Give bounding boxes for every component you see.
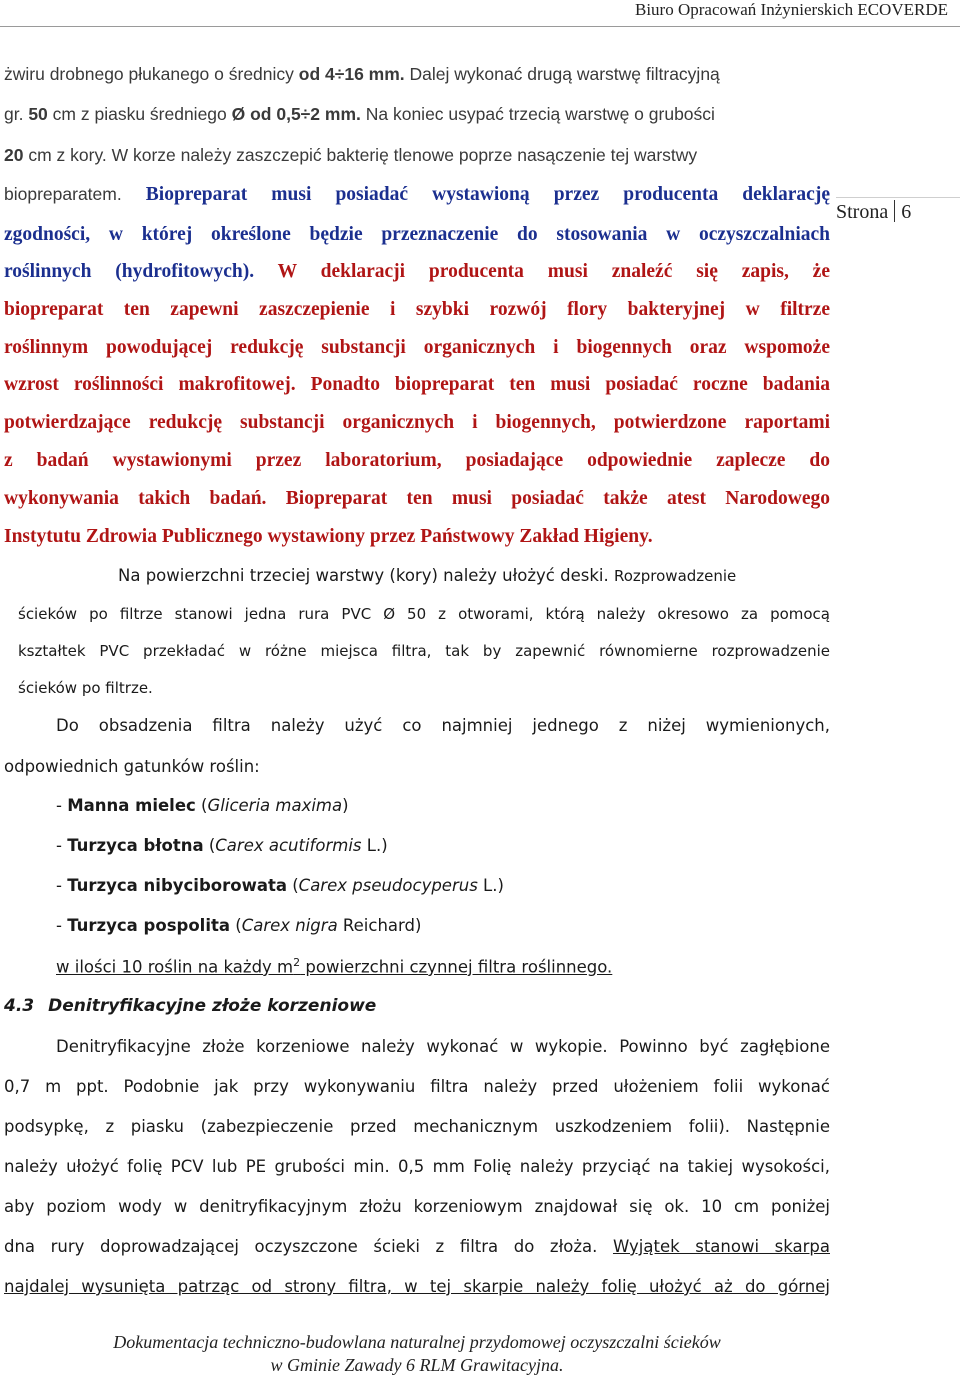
para2-line2: ścieków po filtrze stanowi jedna rura PVC Ø 50 z otworami, którą należy okresowo za pomocą xyxy=(18,605,830,623)
para1-line2: gr. 50 cm z piasku średniego Ø od 0,5÷2 mm. Na koniec usypać trzecią warstwę o grubości xyxy=(4,104,715,124)
para1-line4: biopreparatem. Biopreparat musi posiadać wystawioną przez producenta deklarację xyxy=(4,184,830,205)
para1-line12: wykonywania takich badań. Biopreparat ten musi posiadać także atest Narodowego xyxy=(4,488,830,509)
para4-line1: Denitryfikacyjne złoże korzeniowe należy wykonać w wykopie. Powinno być zagłębione xyxy=(56,1037,830,1056)
para4-line6: dna rury doprowadzającej oczyszczone ścieki z filtra do złoża. Wyjątek stanowi skarpa xyxy=(4,1237,830,1256)
page-number: 6 xyxy=(901,201,912,223)
section-number: 4.3 xyxy=(4,996,35,1016)
page-label-separator xyxy=(894,200,895,222)
section-title: Denitryfikacyjne złoże korzeniowe xyxy=(48,996,377,1016)
para3-line1: Do obsadzenia filtra należy użyć co najmniej jednego z niżej wymienionych, xyxy=(56,716,830,735)
para1-line5: zgodności, w której określone będzie przeznaczenie do stosowania w oczyszczalniach xyxy=(4,224,830,245)
plant-list-item: - Manna mielec (Gliceria maxima) xyxy=(56,796,349,815)
para1-line9: wzrost roślinności makrofitowej. Ponadto biopreparat ten musi posiadać roczne badania xyxy=(4,374,830,395)
para2-line4: ścieków po filtrze. xyxy=(18,679,153,697)
para1-line6: roślinnych (hydrofitowych). W deklaracji producenta musi znaleźć się zapis, że xyxy=(4,261,830,282)
page-number-label xyxy=(836,200,911,224)
para1-line1: żwiru drobnego płukanego o średnicy od 4÷16 mm. Dalej wykonać drugą warstwę filtracyjną xyxy=(4,64,720,84)
para3-line2: odpowiednich gatunków roślin: xyxy=(4,757,260,776)
planting-density-note: w ilości 10 roślin na każdy $m^2$ powierzchni czynnej filtra roślinnego. xyxy=(56,956,613,977)
section-heading xyxy=(4,996,376,1016)
para4-line5: aby poziom wody w denitryfikacyjnym złożu korzeniowym znajdował się ok. 10 cm poniżej xyxy=(4,1197,830,1216)
para1-line11: z badań wystawionymi przez laboratorium, posiadające odpowiednie zaplecze do xyxy=(4,450,830,471)
para2-line1: Na powierzchni trzeciej warstwy (kory) należy ułożyć deski. Rozprowadzenie xyxy=(118,566,737,585)
para1-line8: roślinnym powodującej redukcję substancji organicznych i biogennych oraz wspomoże xyxy=(4,337,830,358)
footer-line1: Dokumentacja techniczno-budowlana naturalnej przydomowej oczyszczalni ścieków xyxy=(113,1332,721,1352)
para2-line3: kształtek PVC przekładać w różne miejsca filtra, tak by zapewnić równomierne rozprowadzenie xyxy=(18,642,830,660)
plant-list-item: - Turzyca pospolita (Carex nigra Reichard) xyxy=(56,916,422,935)
page-label-text: Strona xyxy=(836,201,889,223)
plant-list-item: - Turzyca nibyciborowata (Carex pseudocyperus L.) xyxy=(56,876,504,895)
para4-line7: najdalej wysunięta patrząc od strony filtra, w tej skarpie należy folię ułożyć aż do górnej xyxy=(4,1277,830,1296)
para1-line13: Instytutu Zdrowia Publicznego wystawiony przez Państwowy Zakład Higieny. xyxy=(4,526,653,547)
para1-line7: biopreparat ten zapewni zaszczepienie i szybki rozwój flory bakteryjnej w filtrze xyxy=(4,299,830,320)
para1-line3: 20 cm z kory. W korze należy zaszczepić bakterię tlenowe poprze nasączenie tej warstwy xyxy=(4,145,698,165)
header-divider xyxy=(0,26,960,27)
page-label-divider xyxy=(836,197,960,198)
para1-line10: potwierdzające redukcję substancji organicznych i biogennych, potwierdzone raportami xyxy=(4,412,830,433)
document-header-title: Biuro Opracowań Inżynierskich ECOVERDE xyxy=(634,0,948,19)
plant-list-item: - Turzyca błotna (Carex acutiformis L.) xyxy=(56,836,388,855)
para4-line2: 0,7 m ppt. Podobnie jak przy wykonywaniu filtra należy przed ułożeniem folii wykonać xyxy=(4,1077,830,1096)
para4-line3: podsypkę, z piasku (zabezpieczenie przed mechanicznym uszkodzeniem folii). Następnie xyxy=(4,1117,830,1136)
para4-line4: należy ułożyć folię PCV lub PE grubości min. 0,5 mm Folię należy przyciąć na takiej wysokości, xyxy=(4,1157,830,1176)
footer-line2: w Gminie Zawady 6 RLM Grawitacyjna. xyxy=(270,1355,564,1375)
